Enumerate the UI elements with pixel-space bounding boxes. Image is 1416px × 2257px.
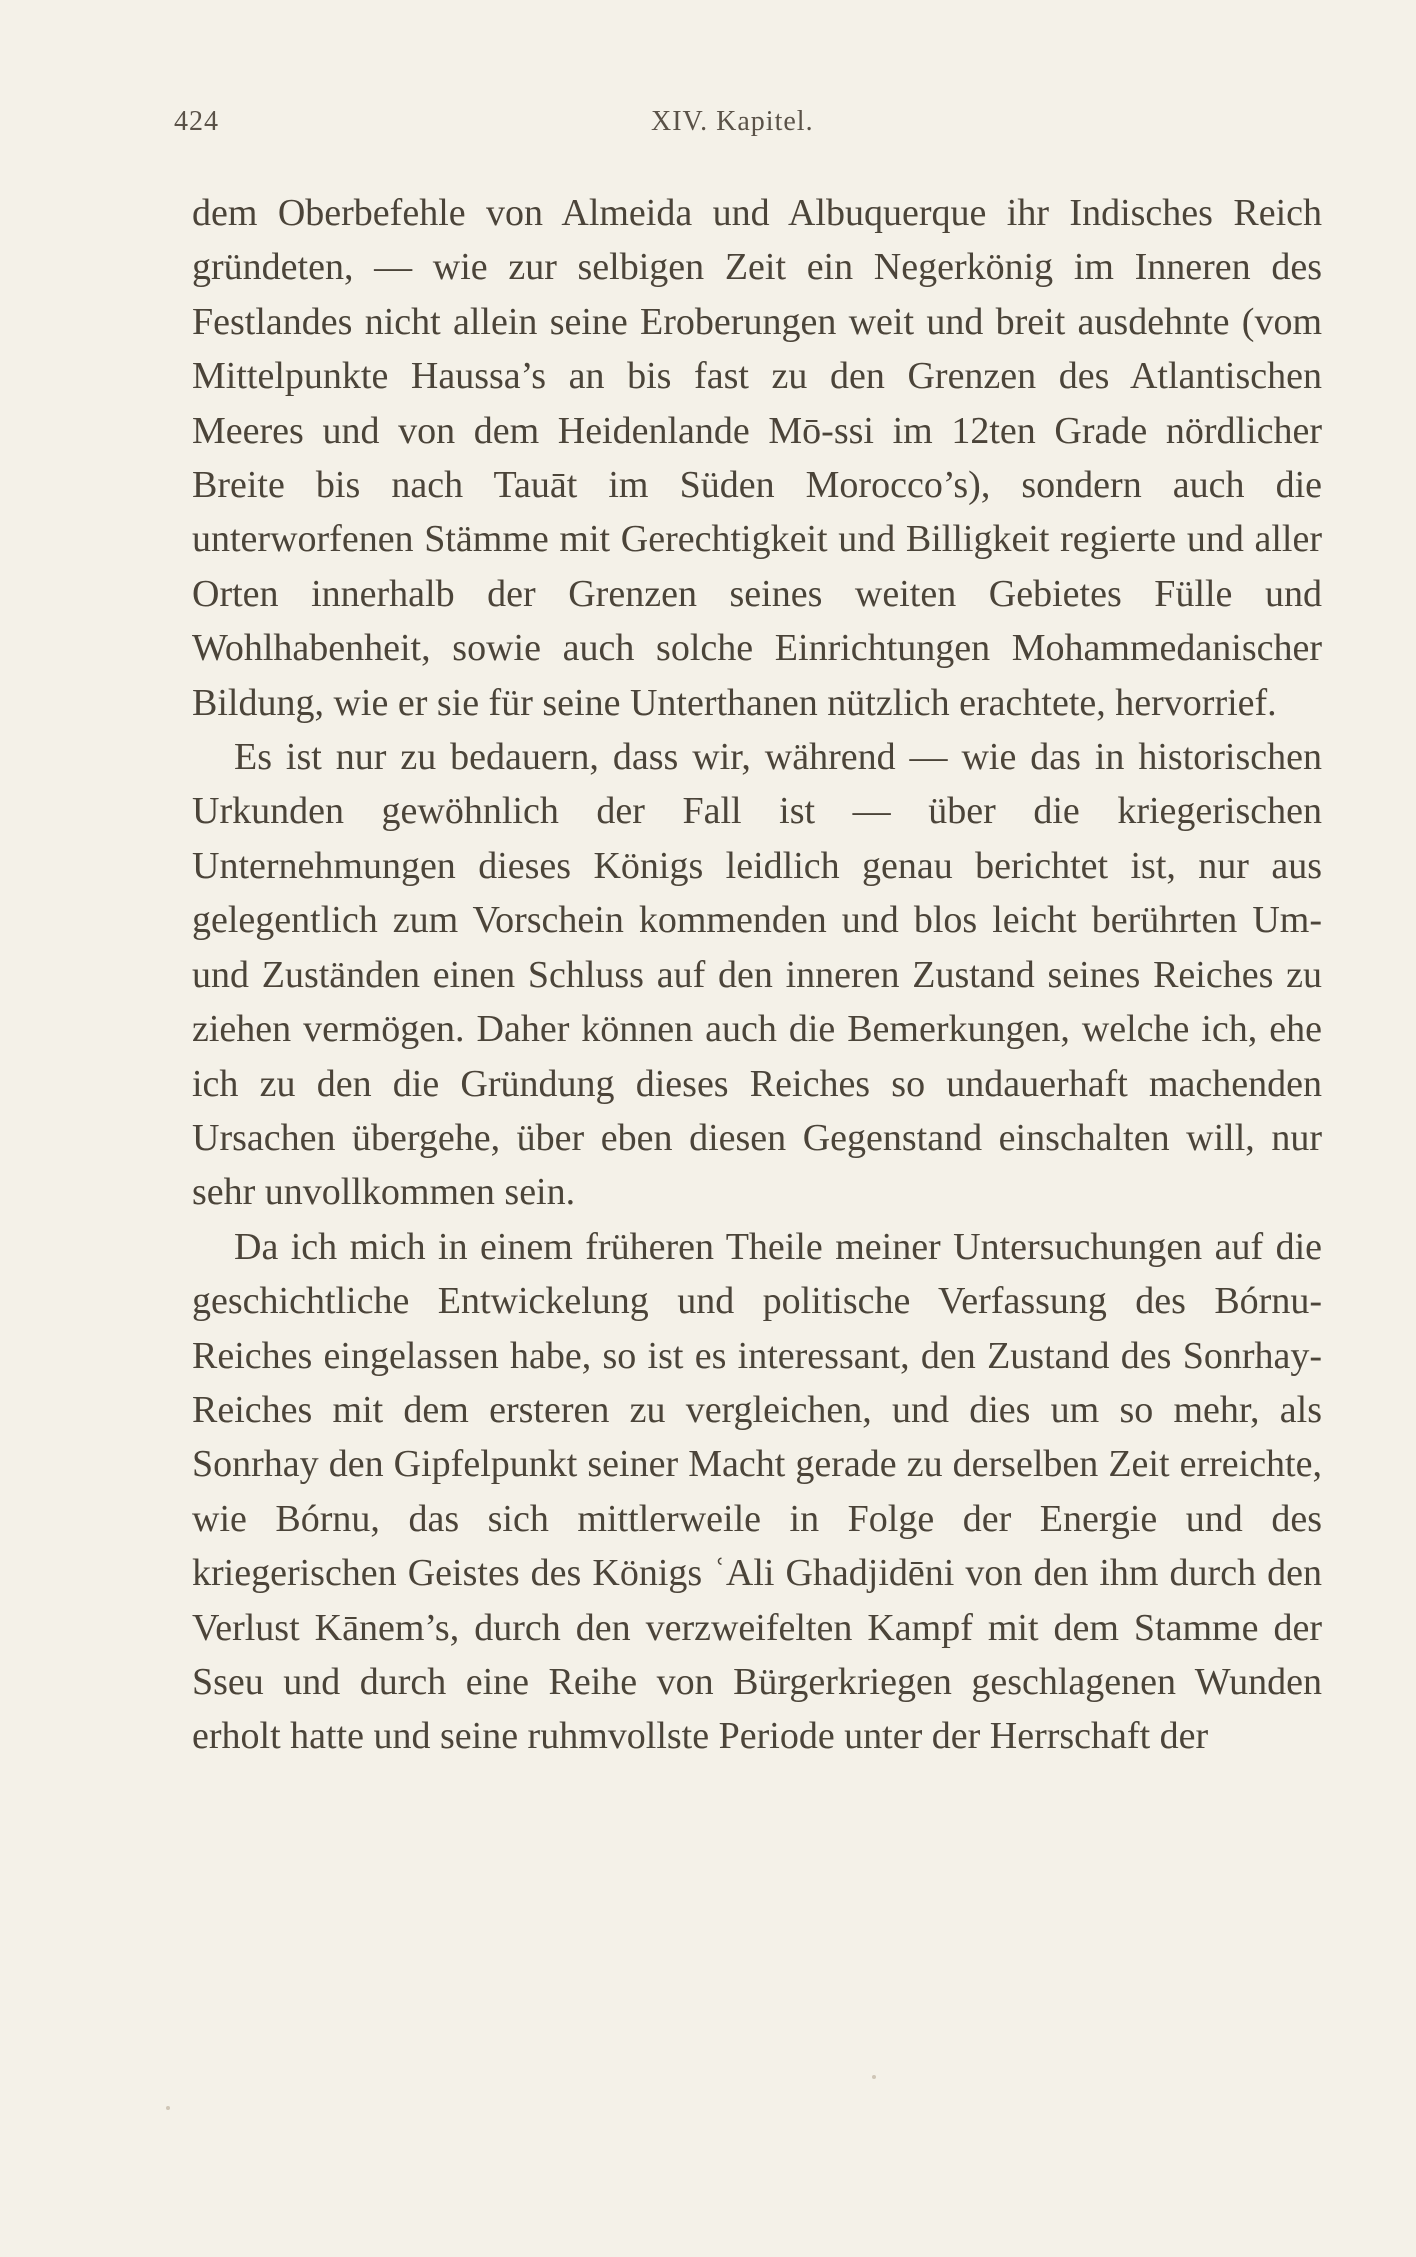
paragraph-3: Da ich mich in einem früheren Theile meiner Untersuchungen auf die geschichtliche Entwickelung und politische Verfassung des Bórnu-Reiches eingelassen habe, so ist es interessant, den Zustand des Sonrhay-Reiches mit dem ersteren zu vergleichen, und dies um so mehr, als Sonrhay den Gipfelpunkt seiner Macht gerade zu derselben Zeit erreichte, wie Bórnu, das sich mittlerweile in Folge der Energie und des kriegerischen Geistes des Königs ʿAli Ghadjidēni von den ihm durch den Verlust Kānem’s, durch den verzweifelten Kampf mit dem Stamme der Sseu und durch eine Reihe von Bürgerkriegen geschlagenen Wunden erholt hatte und seine ruhmvollste Periode unter der Herrschaft der [192, 1225, 1322, 1758]
paper-speck [872, 2075, 876, 2079]
paragraph-2: Es ist nur zu bedauern, dass wir, während — wie das in historischen Urkunden gewöhnlich der Fall ist — über die kriegerischen Unternehmungen dieses Königs leidlich genau berichtet ist, nur aus gelegentlich zum Vorschein kommenden und blos leicht berührten Um- und Zuständen einen Schluss auf den inneren Zustand seines Reiches zu ziehen vermögen. Daher können auch die Bemerkungen, welche ich, ehe ich zu den die Gründung dieses Reiches so undauerhaft machenden Ursachen übergehe, über eben diesen Gegenstand einschalten will, nur sehr unvollkommen sein. [192, 736, 1322, 1214]
chapter-title: XIV. Kapitel. [651, 106, 814, 137]
page-number: 424 [174, 106, 219, 137]
paragraph-1: dem Oberbefehle von Almeida und Albuquerque ihr Indisches Reich gründeten, — wie zur selbigen Zeit ein Negerkönig im Inneren des Festlandes nicht allein seine Eroberungen weit und breit ausdehnte (vom Mittelpunkte Haussa’s an bis fast zu den Grenzen des Atlantischen Meeres und von dem Heidenlande Mō-ssi im 12ten Grade nördlicher Breite bis nach Tauāt im Süden Morocco’s), sondern auch die unterworfenen Stämme mit Gerechtigkeit und Billigkeit regierte und aller Orten innerhalb der Grenzen seines weiten Gebietes Fülle und Wohlhabenheit, sowie auch solche Einrichtungen Mohammedanischer Bildung, wie er sie für seine Unterthanen nützlich erachtete, hervorrief. [192, 192, 1322, 724]
paper-speck [166, 2106, 170, 2110]
body-text [192, 186, 1322, 1764]
page-header [174, 106, 1322, 148]
